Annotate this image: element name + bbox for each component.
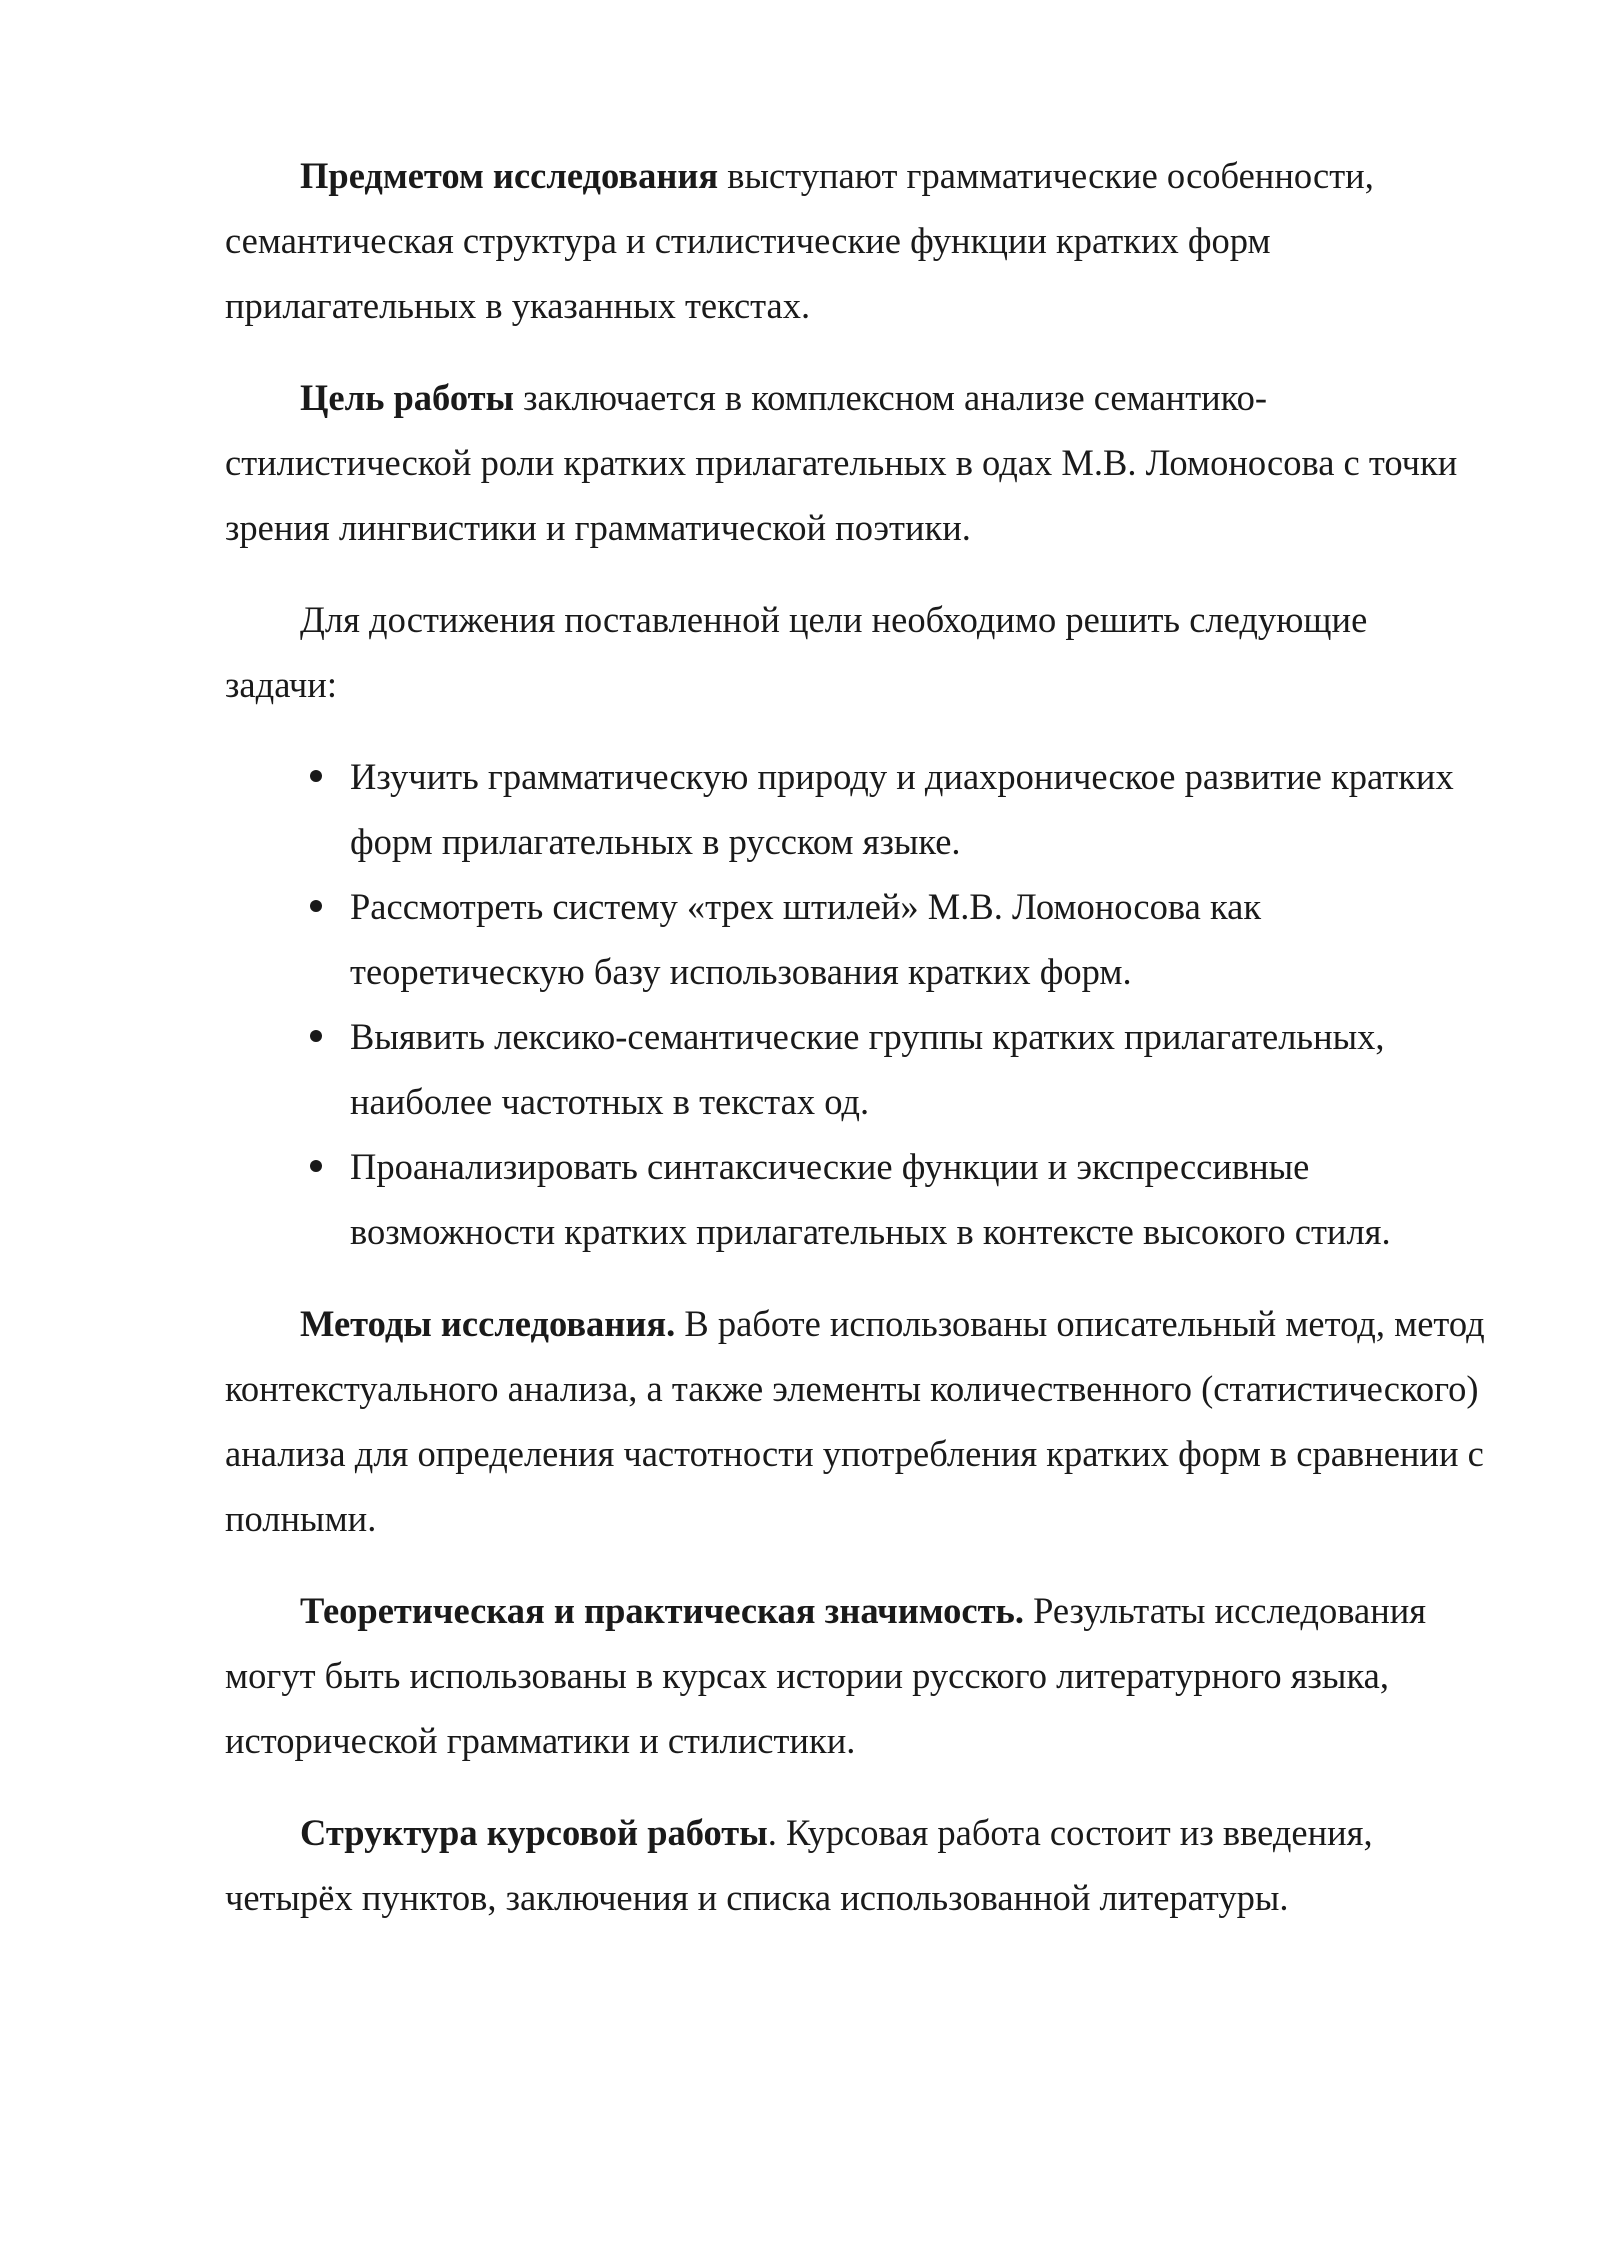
methods-paragraph [225, 1291, 1485, 1551]
structure-paragraph [225, 1800, 1485, 1930]
list-item [225, 1004, 1485, 1134]
tasks-intro-paragraph: Для достижения поставленной цели необходимо решить следующие задачи: [225, 599, 1368, 705]
significance-paragraph [225, 1578, 1485, 1773]
goal-paragraph [225, 365, 1485, 560]
goal-heading: Цель работы [300, 377, 515, 418]
methods-text: В работе использованы описательный метод, метод контекстуального анализа, а также элементы количественного (статистического) анализа для определения частотности употребления кратких форм в сравнении с полными. [225, 1303, 1485, 1539]
document-body [225, 143, 1485, 1957]
subject-text: выступают грамматические особенности, семантическая структура и стилистические функции кратких форм прилагательных в указанных текстах. [225, 155, 1374, 326]
subject-heading: Предметом исследования [300, 155, 719, 196]
structure-text: . Курсовая работа состоит из введения, четырёх пунктов, заключения и списка использованной литературы. [225, 1812, 1373, 1918]
significance-heading: Теоретическая и практическая значимость. [300, 1590, 1024, 1631]
task-text: Проанализировать синтаксические функции и экспрессивные возможности кратких прилагательных в контексте высокого стиля. [350, 1146, 1391, 1252]
task-text: Выявить лексико-семантические группы кратких прилагательных, наиболее частотных в текстах од. [350, 1016, 1385, 1122]
list-item [225, 744, 1485, 874]
goal-text: заключается в комплексном анализе семантико-стилистической роли кратких прилагательных в одах М.В. Ломоносова с точки зрения лингвистики и грамматической поэтики. [225, 377, 1458, 548]
subject-paragraph [225, 143, 1485, 338]
methods-heading: Методы исследования. [300, 1303, 676, 1344]
list-item [225, 1134, 1485, 1264]
significance-text: Результаты исследования могут быть использованы в курсах истории русского литературного языка, исторической грамматики и стилистики. [225, 1590, 1427, 1761]
list-item [225, 874, 1485, 1004]
task-text: Рассмотреть систему «трех штилей» М.В. Ломоносова как теоретическую базу использования кратких форм. [350, 886, 1262, 992]
task-text: Изучить грамматическую природу и диахроническое развитие кратких форм прилагательных в русском языке. [350, 756, 1454, 862]
structure-heading: Структура курсовой работы [300, 1812, 768, 1853]
tasks-list [225, 744, 1485, 1264]
